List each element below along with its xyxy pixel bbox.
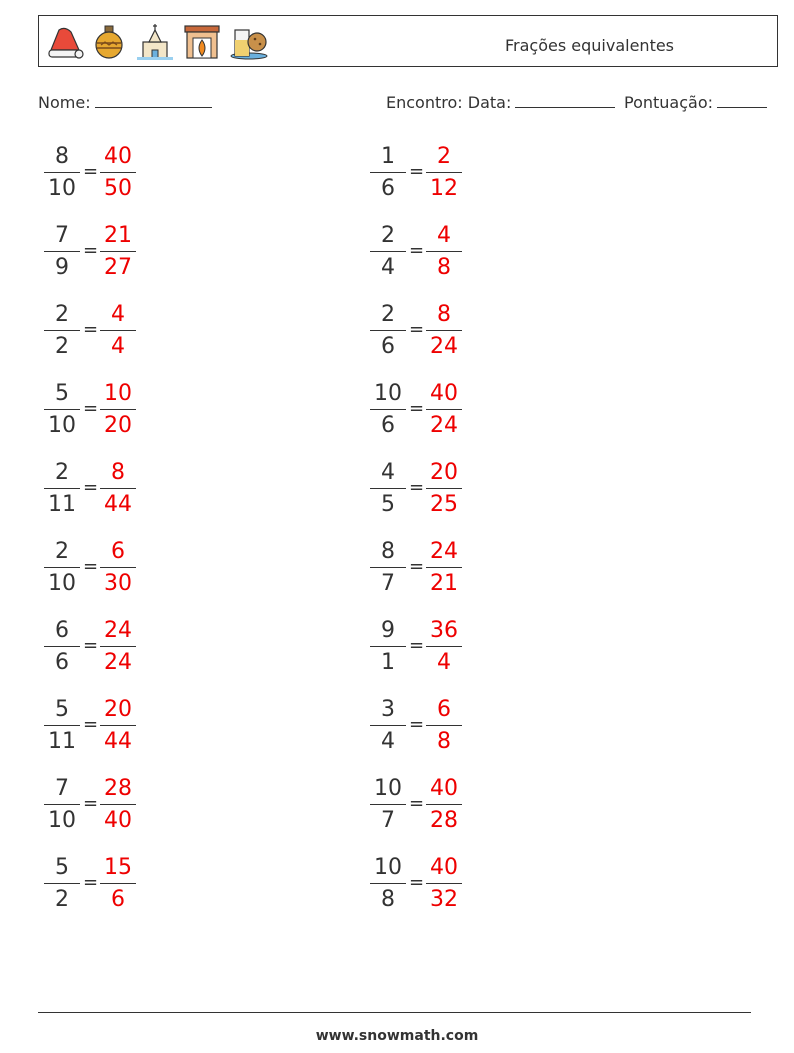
fraction-bar <box>426 567 462 568</box>
given-fraction <box>370 144 406 202</box>
fraction-bar <box>44 172 80 173</box>
fraction-bar <box>44 883 80 884</box>
fraction-bar <box>44 567 80 568</box>
numerator: 3 <box>381 697 395 722</box>
fraction-bar <box>44 488 80 489</box>
answer-denominator: 40 <box>104 808 132 833</box>
given-fraction <box>44 697 80 755</box>
given-fraction <box>44 302 80 360</box>
equals-sign: = <box>83 161 99 182</box>
given-fraction <box>44 618 80 676</box>
answer-fraction[interactable] <box>100 539 136 597</box>
equals-sign: = <box>83 477 99 498</box>
fraction-bar <box>426 725 462 726</box>
denominator: 10 <box>48 176 76 201</box>
answer-denominator: 44 <box>104 729 132 754</box>
fraction-bar <box>44 725 80 726</box>
milk-cookie-icon <box>229 24 269 60</box>
score-blank[interactable] <box>717 93 767 108</box>
answer-numerator: 2 <box>437 144 451 169</box>
numerator: 1 <box>381 144 395 169</box>
fraction-bar <box>370 488 406 489</box>
page-title: Frações equivalentes <box>505 36 675 55</box>
answer-numerator: 8 <box>437 302 451 327</box>
fraction-bar <box>370 251 406 252</box>
given-fraction <box>370 855 406 913</box>
numerator: 8 <box>381 539 395 564</box>
numerator: 10 <box>374 776 402 801</box>
fraction-bar <box>100 488 136 489</box>
name-field <box>38 93 212 112</box>
answer-fraction[interactable] <box>100 697 136 755</box>
denominator: 10 <box>48 571 76 596</box>
problem-item <box>44 855 164 915</box>
equals-sign: = <box>83 319 99 340</box>
numerator: 6 <box>55 618 69 643</box>
problem-item <box>44 460 164 520</box>
fraction-bar <box>100 172 136 173</box>
denominator: 1 <box>381 650 395 675</box>
numerator: 7 <box>55 223 69 248</box>
encounter-date-label: Encontro: Data: <box>386 93 512 112</box>
answer-fraction[interactable] <box>100 855 136 913</box>
answer-numerator: 40 <box>430 855 458 880</box>
problem-item <box>370 381 490 441</box>
fraction-bar <box>370 330 406 331</box>
problem-item <box>370 855 490 915</box>
answer-denominator: 21 <box>430 571 458 596</box>
name-blank[interactable] <box>95 93 212 108</box>
numerator: 5 <box>55 697 69 722</box>
fraction-bar <box>426 488 462 489</box>
equals-sign: = <box>83 872 99 893</box>
numerator: 2 <box>55 539 69 564</box>
numerator: 9 <box>381 618 395 643</box>
answer-numerator: 6 <box>111 539 125 564</box>
problem-item <box>44 776 164 836</box>
denominator: 11 <box>48 492 76 517</box>
answer-numerator: 4 <box>111 302 125 327</box>
problem-item <box>44 144 164 204</box>
problem-item <box>44 618 164 678</box>
answer-numerator: 36 <box>430 618 458 643</box>
answer-numerator: 10 <box>104 381 132 406</box>
fireplace-icon <box>183 24 221 60</box>
given-fraction <box>370 539 406 597</box>
answer-numerator: 24 <box>430 539 458 564</box>
denominator: 8 <box>381 887 395 912</box>
answer-fraction[interactable] <box>426 460 462 518</box>
fraction-bar <box>100 883 136 884</box>
problem-item <box>370 539 490 599</box>
answer-denominator: 4 <box>437 650 451 675</box>
numerator: 2 <box>55 460 69 485</box>
answer-denominator: 28 <box>430 808 458 833</box>
fraction-bar <box>426 646 462 647</box>
fraction-bar <box>44 804 80 805</box>
fraction-bar <box>100 567 136 568</box>
name-label: Nome: <box>38 93 91 112</box>
fraction-bar <box>370 567 406 568</box>
equals-sign: = <box>409 556 425 577</box>
problem-item <box>44 697 164 757</box>
denominator: 10 <box>48 808 76 833</box>
denominator: 10 <box>48 413 76 438</box>
answer-fraction[interactable] <box>100 381 136 439</box>
footer-url: www.snowmath.com <box>315 1028 479 1044</box>
answer-denominator: 8 <box>437 729 451 754</box>
given-fraction <box>44 776 80 834</box>
answer-fraction[interactable] <box>426 302 462 360</box>
denominator: 6 <box>55 650 69 675</box>
denominator: 9 <box>55 255 69 280</box>
fraction-bar <box>44 646 80 647</box>
given-fraction <box>370 776 406 834</box>
denominator: 4 <box>381 729 395 754</box>
equals-sign: = <box>409 477 425 498</box>
answer-numerator: 6 <box>437 697 451 722</box>
equals-sign: = <box>409 872 425 893</box>
denominator: 5 <box>381 492 395 517</box>
fraction-bar <box>100 646 136 647</box>
denominator: 4 <box>381 255 395 280</box>
answer-fraction[interactable] <box>426 144 462 202</box>
given-fraction <box>44 381 80 439</box>
answer-fraction[interactable] <box>426 776 462 834</box>
problem-item <box>370 618 490 678</box>
answer-denominator: 24 <box>104 650 132 675</box>
denominator: 6 <box>381 334 395 359</box>
fraction-bar <box>100 330 136 331</box>
given-fraction <box>44 460 80 518</box>
given-fraction <box>44 144 80 202</box>
answer-fraction[interactable] <box>100 618 136 676</box>
answer-denominator: 8 <box>437 255 451 280</box>
equals-sign: = <box>409 240 425 261</box>
given-fraction <box>370 618 406 676</box>
encounter-date-field <box>386 93 615 112</box>
equals-sign: = <box>83 714 99 735</box>
denominator: 7 <box>381 808 395 833</box>
equals-sign: = <box>409 793 425 814</box>
answer-fraction[interactable] <box>426 697 462 755</box>
equals-sign: = <box>409 714 425 735</box>
fraction-bar <box>370 804 406 805</box>
answer-numerator: 40 <box>430 776 458 801</box>
fraction-bar <box>426 172 462 173</box>
fraction-bar <box>44 409 80 410</box>
answer-fraction[interactable] <box>426 223 462 281</box>
given-fraction <box>44 223 80 281</box>
denominator: 6 <box>381 176 395 201</box>
given-fraction <box>370 697 406 755</box>
answer-fraction[interactable] <box>100 223 136 281</box>
numerator: 4 <box>381 460 395 485</box>
fraction-bar <box>426 409 462 410</box>
equals-sign: = <box>83 398 99 419</box>
problem-item <box>44 381 164 441</box>
fraction-bar <box>370 172 406 173</box>
answer-fraction[interactable] <box>426 618 462 676</box>
answer-fraction[interactable] <box>100 460 136 518</box>
numerator: 5 <box>55 855 69 880</box>
equals-sign: = <box>409 161 425 182</box>
denominator: 7 <box>381 571 395 596</box>
answer-denominator: 44 <box>104 492 132 517</box>
given-fraction <box>44 855 80 913</box>
answer-numerator: 40 <box>104 144 132 169</box>
fraction-bar <box>44 330 80 331</box>
fraction-bar <box>370 883 406 884</box>
equals-sign: = <box>409 398 425 419</box>
answer-fraction[interactable] <box>426 381 462 439</box>
equals-sign: = <box>409 635 425 656</box>
church-icon <box>137 24 173 60</box>
score-label: Pontuação: <box>624 93 714 112</box>
answer-denominator: 32 <box>430 887 458 912</box>
fraction-bar <box>426 804 462 805</box>
answer-numerator: 28 <box>104 776 132 801</box>
numerator: 10 <box>374 855 402 880</box>
fraction-bar <box>426 883 462 884</box>
problem-item <box>370 460 490 520</box>
fraction-bar <box>100 725 136 726</box>
numerator: 2 <box>381 223 395 248</box>
problem-item <box>44 539 164 599</box>
fraction-bar <box>100 251 136 252</box>
answer-fraction[interactable] <box>100 144 136 202</box>
problem-item <box>370 776 490 836</box>
equals-sign: = <box>83 240 99 261</box>
fraction-bar <box>370 409 406 410</box>
answer-denominator: 12 <box>430 176 458 201</box>
answer-numerator: 21 <box>104 223 132 248</box>
equals-sign: = <box>83 556 99 577</box>
fraction-bar <box>426 330 462 331</box>
denominator: 2 <box>55 334 69 359</box>
answer-fraction[interactable] <box>100 302 136 360</box>
answer-denominator: 50 <box>104 176 132 201</box>
answer-fraction[interactable] <box>426 539 462 597</box>
fraction-bar <box>370 646 406 647</box>
fraction-bar <box>100 804 136 805</box>
answer-numerator: 4 <box>437 223 451 248</box>
problem-item <box>370 697 490 757</box>
given-fraction <box>370 381 406 439</box>
given-fraction <box>44 539 80 597</box>
answer-fraction[interactable] <box>426 855 462 913</box>
numerator: 10 <box>374 381 402 406</box>
santa-hat-icon <box>45 24 85 60</box>
answer-numerator: 20 <box>430 460 458 485</box>
answer-numerator: 15 <box>104 855 132 880</box>
answer-denominator: 4 <box>111 334 125 359</box>
equals-sign: = <box>83 635 99 656</box>
numerator: 7 <box>55 776 69 801</box>
worksheet-header <box>38 15 778 67</box>
numerator: 2 <box>381 302 395 327</box>
answer-denominator: 27 <box>104 255 132 280</box>
answer-fraction[interactable] <box>100 776 136 834</box>
fraction-bar <box>370 725 406 726</box>
fraction-bar <box>44 251 80 252</box>
equals-sign: = <box>409 319 425 340</box>
answer-denominator: 24 <box>430 334 458 359</box>
problem-item <box>370 223 490 283</box>
denominator: 2 <box>55 887 69 912</box>
given-fraction <box>370 302 406 360</box>
numerator: 5 <box>55 381 69 406</box>
answer-numerator: 8 <box>111 460 125 485</box>
numerator: 8 <box>55 144 69 169</box>
answer-denominator: 20 <box>104 413 132 438</box>
fraction-bar <box>100 409 136 410</box>
problem-item <box>44 223 164 283</box>
denominator: 11 <box>48 729 76 754</box>
answer-denominator: 30 <box>104 571 132 596</box>
problem-item <box>370 302 490 362</box>
footer-divider <box>38 1012 751 1013</box>
given-fraction <box>370 460 406 518</box>
ornament-icon <box>93 24 125 60</box>
denominator: 6 <box>381 413 395 438</box>
given-fraction <box>370 223 406 281</box>
answer-denominator: 25 <box>430 492 458 517</box>
problem-item <box>44 302 164 362</box>
answer-denominator: 24 <box>430 413 458 438</box>
score-field <box>624 93 767 112</box>
numerator: 2 <box>55 302 69 327</box>
date-blank[interactable] <box>515 93 615 108</box>
problem-item <box>370 144 490 204</box>
answer-denominator: 6 <box>111 887 125 912</box>
answer-numerator: 40 <box>430 381 458 406</box>
fraction-bar <box>426 251 462 252</box>
equals-sign: = <box>83 793 99 814</box>
answer-numerator: 20 <box>104 697 132 722</box>
answer-numerator: 24 <box>104 618 132 643</box>
